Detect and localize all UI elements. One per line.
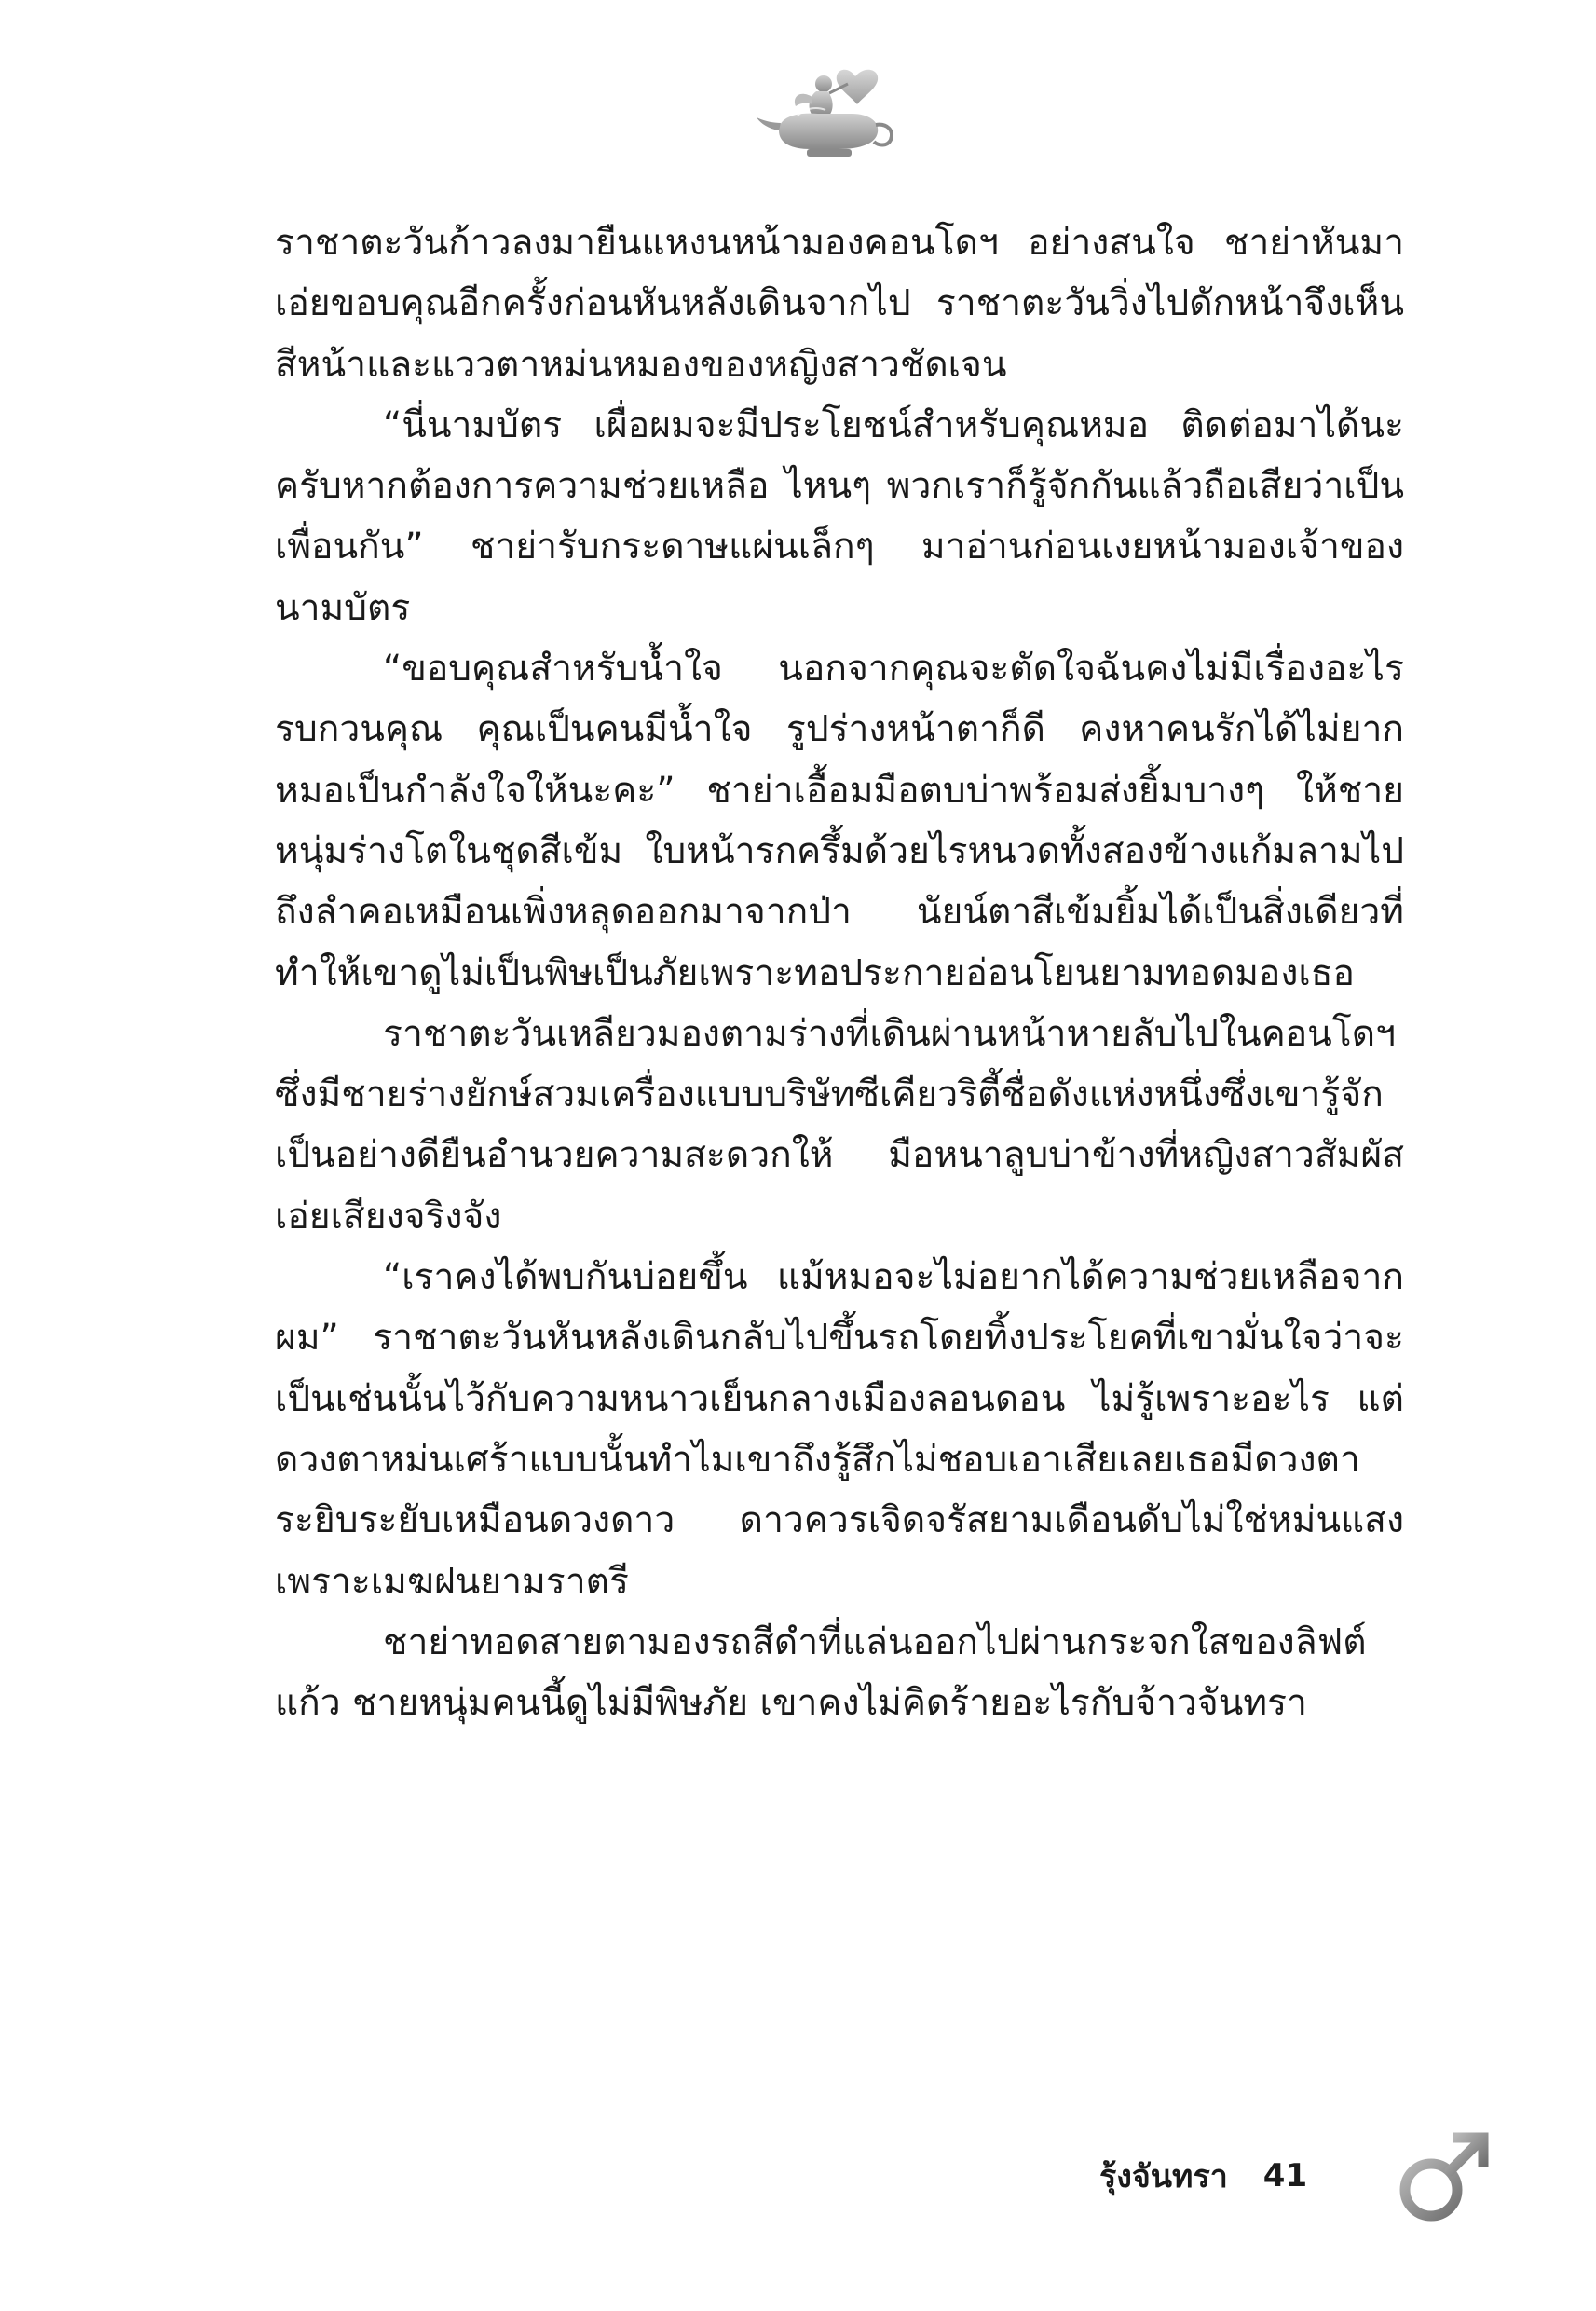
male-symbol-icon <box>1392 2126 1494 2229</box>
paragraph: ราชาตะวันเหลียวมองตามร่างที่เดินผ่านหน้าหายลับไปในคอนโดฯ ซึ่งมีชายร่างยักษ์สวมเครื่องแบบบริษัทซีเคียวริตี้ชื่อดังแห่งหนึ่งซึ่งเขารู้จักเป็นอย่างดียืนอำนวยความสะดวกให้ มือหนาลูบบ่าข้างที่หญิงสาวสัมผัสเอ่ยเสียงจริงจัง <box>275 1012 1404 1238</box>
paragraph: ราชาตะวันก้าวลงมายืนแหงนหน้ามองคอนโดฯ อย่างสนใจ ชาย่าหันมาเอ่ยขอบคุณอีกครั้งก่อนหันหลังเดินจากไป ราชาตะวันวิ่งไปดักหน้าจึงเห็นสีหน้าและแววตาหม่นหมองของหญิงสาวชัดเจน <box>275 222 1404 386</box>
paragraph: “เราคงได้พบกันบ่อยขึ้น แม้หมอจะไม่อยากได้ความช่วยเหลือจากผม” ราชาตะวันหันหลังเดินกลับไปขึ้นรถโดยทิ้งประโยคที่เขามั่นใจว่าจะเป็นเช่นนั้นไว้กับความหนาวเย็นกลางเมืองลอนดอน ไม่รู้เพราะอะไร แต่ดวงตาหม่นเศร้าแบบนั้นทำไมเขาถึงรู้สึกไม่ชอบเอาเสียเลยเธอมีดวงตาระยิบระยับเหมือนดวงดาว ดาวควรเจิดจรัสยามเดือนดับไม่ใช่หม่นแสงเพราะเมฆฝนยามราตรี <box>275 1256 1404 1603</box>
body-text <box>275 212 1404 1733</box>
paragraph: “นี่นามบัตร เผื่อผมจะมีประโยชน์สำหรับคุณหมอ ติดต่อมาได้นะครับหากต้องการความช่วยเหลือ ไหนๆ พวกเราก็รู้จักกันแล้วถือเสียว่าเป็นเพื่อนกัน” ชาย่ารับกระดาษแผ่นเล็กๆ มาอ่านก่อนเงยหน้ามองเจ้าของนามบัตร <box>275 403 1404 629</box>
page-number: 41 <box>1262 2157 1308 2195</box>
paragraph: “ขอบคุณสำหรับน้ำใจ นอกจากคุณจะตัดใจฉันคงไม่มีเรื่องอะไรรบกวนคุณ คุณเป็นคนมีน้ำใจ รูปร่างหน้าตาก็ดี คงหาคนรักได้ไม่ยากหมอเป็นกำลังใจให้นะคะ” ชาย่าเอื้อมมือตบบ่าพร้อมส่งยิ้มบางๆ ให้ชายหนุ่มร่างโตในชุดสีเข้ม ใบหน้ารกครึ้มด้วยไรหนวดทั้งสองข้างแก้มลามไปถึงลำคอเหมือนเพิ่งหลุดออกมาจากป่า นัยน์ตาสีเข้มยิ้มได้เป็นสิ่งเดียวที่ทำให้เขาดูไม่เป็นพิษเป็นภัยเพราะทอประกายอ่อนโยนยามทอดมองเธอ <box>275 648 1404 994</box>
cupid-teapot-ornament-icon <box>751 56 900 166</box>
paragraph: ชาย่าทอดสายตามองรถสีดำที่แล่นออกไปผ่านกระจกใสของลิฟต์แก้ว ชายหนุ่มคนนี้ดูไม่มีพิษภัย เขาคงไม่คิดร้ายอะไรกับจ้าวจันทรา <box>275 1620 1367 1725</box>
page-footer <box>1099 2148 1307 2204</box>
book-title: รุ้งจันทรา <box>1099 2158 1228 2195</box>
